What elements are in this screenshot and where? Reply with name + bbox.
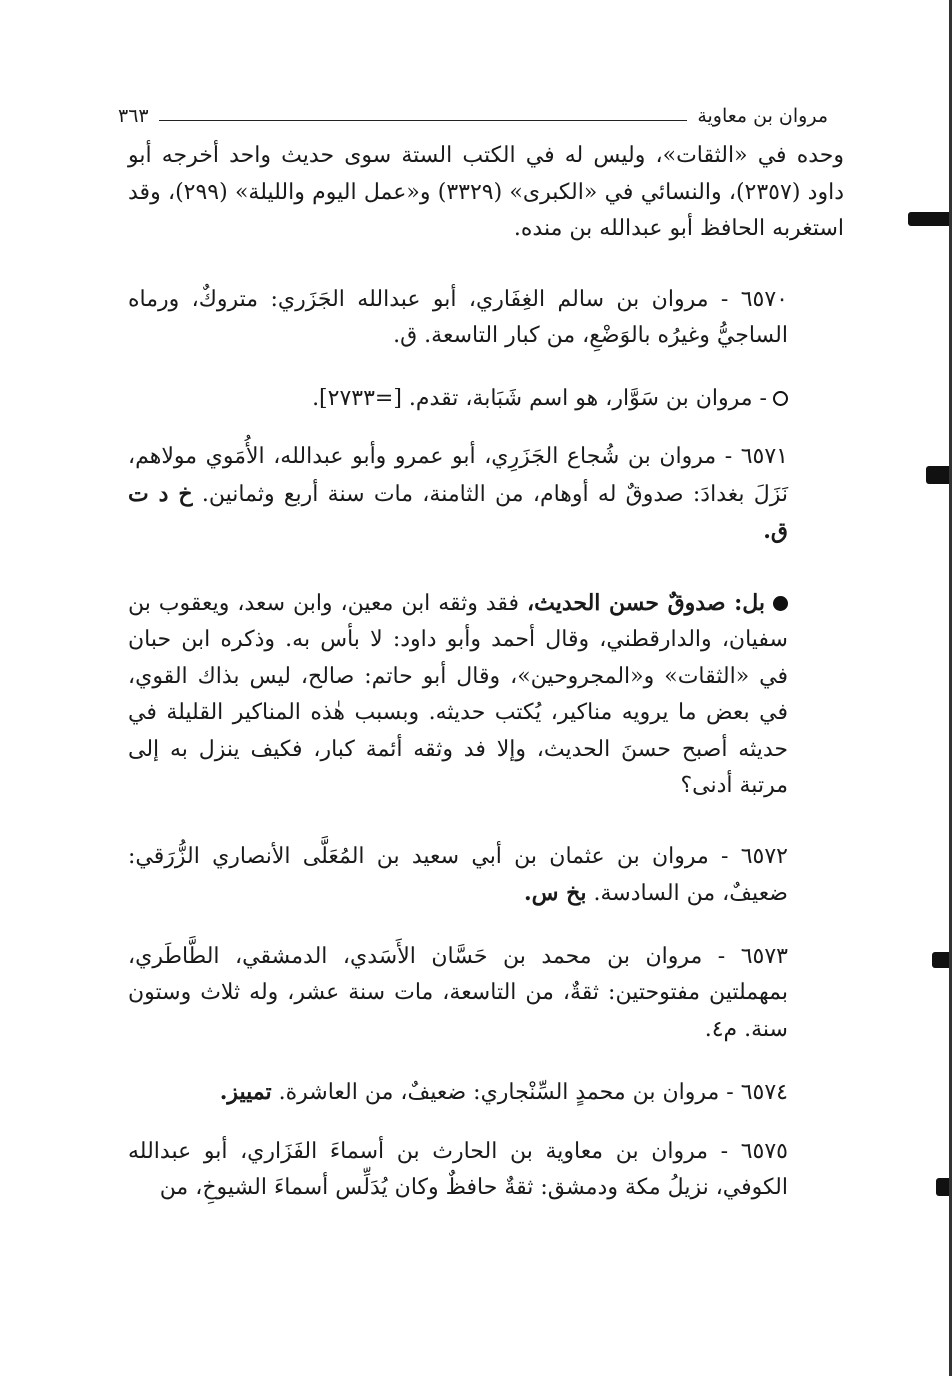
paragraph-continuation bbox=[128, 138, 844, 248]
entry-text: ٦٥٧٣ - مروان بن محمد بن حَسَّان الأَسَدي، الدمشقي، الطَّاطَري، بمهملتين مفتوحتين: ثقةٌ، من التاسعة، مات سنة عشر، وله ثلاث وستون سنة. م٤. bbox=[128, 943, 788, 1042]
entry-6571 bbox=[128, 439, 844, 551]
entry-sigla: تمييز. bbox=[219, 1079, 272, 1105]
note-text: فقد وثقه ابن معين، وابن سعد، ويعقوب بن سفيان، والدارقطني، وقال أحمد وأبو داود: لا بأس به. وذكره ابن حبان في «الثقات» و«المجروحين»، وقال أبو حاتم: صالح، ليس بذاك القوي، في بعض ما يرويه مناكير، يُكتب حديثه. وبسبب هٰذه المناكير القليلة في حديثه أصبح حسنَ الحديث، وإلا فد وثقه أئمة كبار، فكيف ينزل به إلى مرتبة أدنى؟ bbox=[128, 590, 788, 798]
entry-6572 bbox=[128, 839, 844, 913]
scan-edge-mark bbox=[908, 212, 952, 226]
entry-6574 bbox=[128, 1074, 844, 1112]
paragraph-text: وحده في «الثقات»، وليس له في الكتب الستة سوى حديث واحد أخرجه أبو داود (٢٣٥٧)، والنسائي في «الكبرى» (٣٣٢٩) و«عمل اليوم والليلة» (٢٩٩)، وقد استغربه الحافظ أبو عبدالله بن منده. bbox=[128, 143, 844, 241]
entry-text: - مروان بن سَوَّار، هو اسم شَبَابة، تقدم. [=٢٧٣٣]. bbox=[312, 385, 767, 411]
entry-text: ٦٥٧١ - مروان بن شُجاع الجَزَرِي، أبو عمرو وأبو عبدالله، الأُمَوي مولاهم، نَزَلَ بغدادَ: صدوقٌ له أوهام، من الثامنة، مات سنة أربع وثمانين. bbox=[128, 444, 789, 507]
entry-text: ٦٥٧٥ - مروان بن معاوية بن الحارث بن أسماءَ الفَزَاري، أبو عبدالله الكوفي، نزيلُ مكة ودمشق: ثقةٌ حافظٌ وكان يُدَلِّس أسماءَ الشيوخِ، من bbox=[128, 1138, 788, 1200]
page-body bbox=[128, 138, 844, 1207]
entry-6575 bbox=[128, 1134, 844, 1207]
entry-text: ٦٥٧٢ - مروان بن عثمان بن أبي سعيد بن المُعَلَّى الأنصاري الزُّرَقي: ضعيفٌ، من السادسة. bbox=[128, 843, 788, 906]
running-header bbox=[118, 100, 828, 132]
hollow-circle-icon bbox=[773, 391, 788, 406]
running-title: مروان بن معاوية bbox=[697, 105, 828, 127]
entry-6573 bbox=[128, 939, 844, 1049]
editor-note bbox=[128, 585, 844, 805]
bullet-dot-icon bbox=[773, 596, 788, 611]
header-rule bbox=[159, 120, 688, 121]
entry-text: ٦٥٧٤ - مروان بن محمدٍ السِّنْجاري: ضعيفٌ، من العاشرة. bbox=[278, 1080, 788, 1105]
entry-6570 bbox=[128, 282, 844, 355]
entry-text: ٦٥٧٠ - مروان بن سالم الغِفَاري، أبو عبدالله الجَزَري: متروكٌ، ورماه الساجيُّ وغيرُه بالوَضْعِ، من كبار التاسعة. ق. bbox=[128, 286, 788, 348]
note-lead: بل: صدوقٌ حسن الحديث، bbox=[527, 589, 766, 616]
page-number: ٣٦٣ bbox=[118, 105, 149, 127]
entry-sigla: خ د ت ق. bbox=[128, 480, 788, 544]
entry-sigla: بخ س. bbox=[524, 880, 587, 906]
entry-cross-reference bbox=[128, 381, 844, 418]
